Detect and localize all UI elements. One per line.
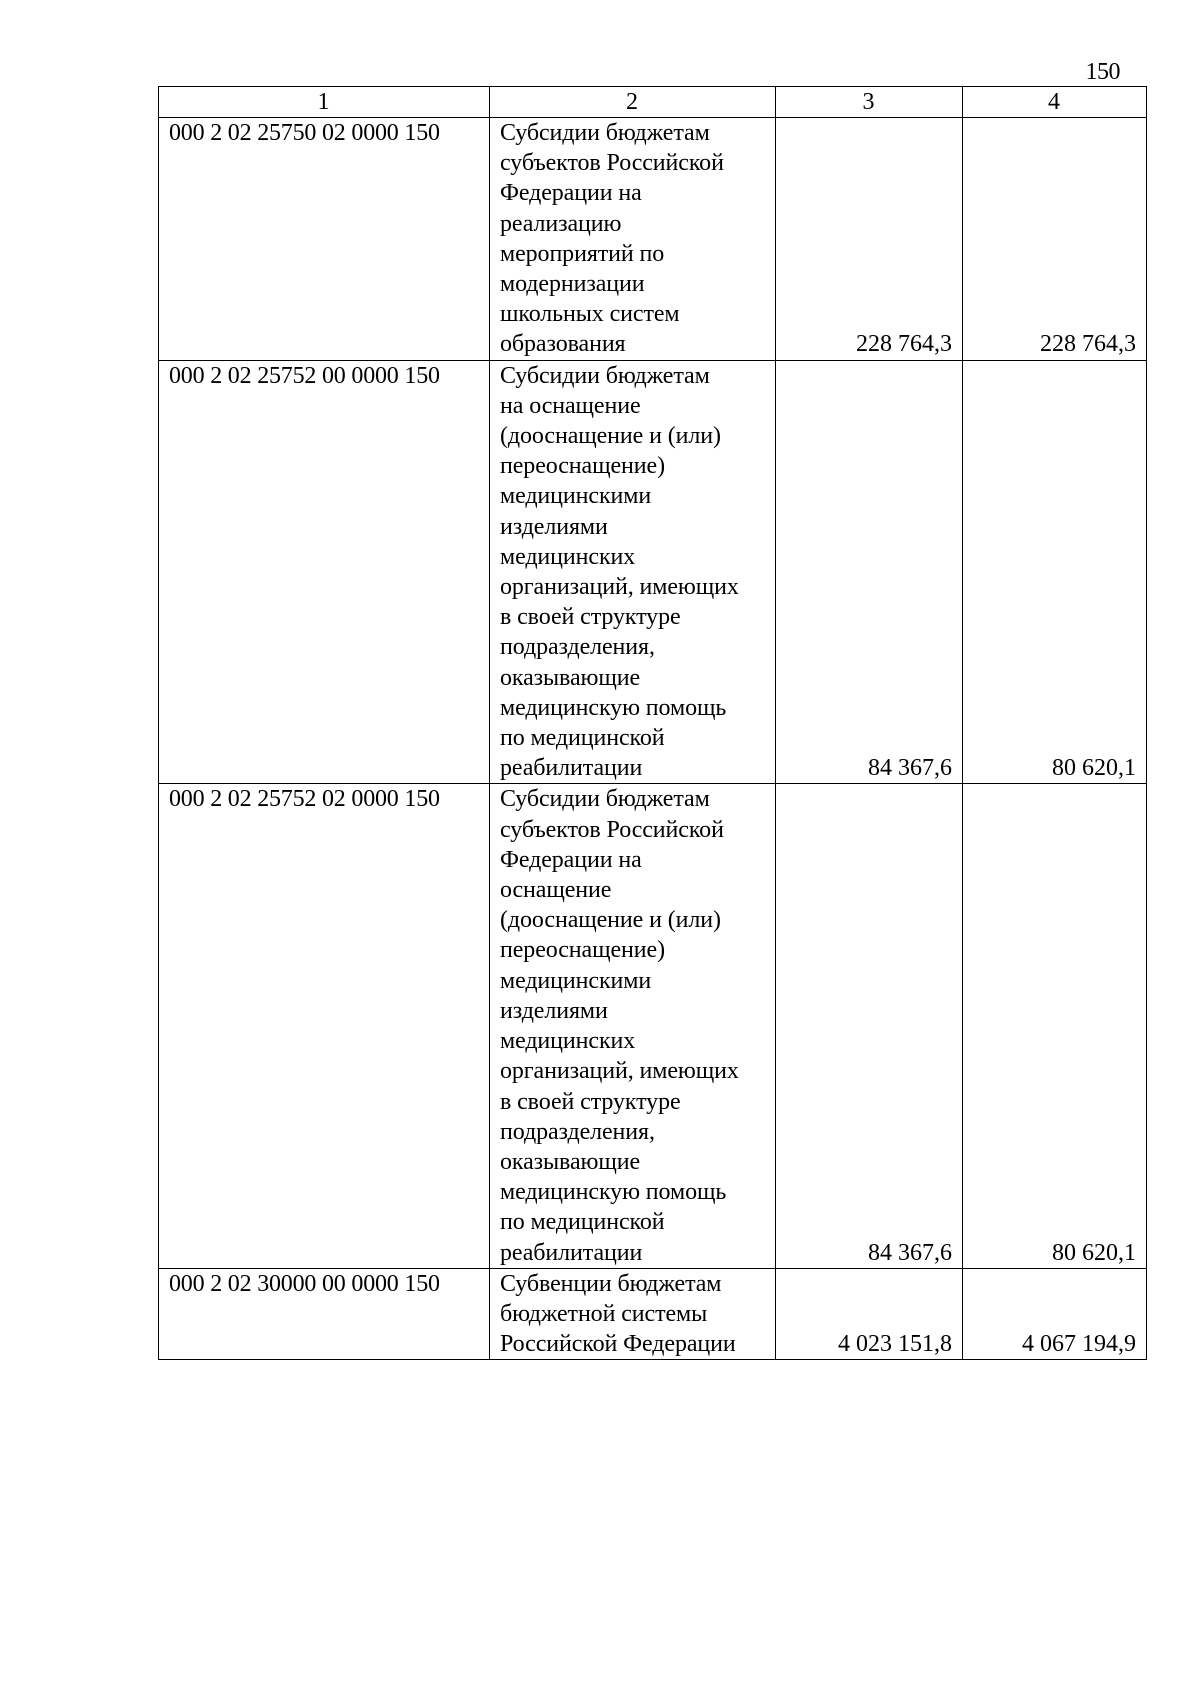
- budget-table: [158, 86, 1147, 1360]
- amount-column-3-cell: 84 367,6: [776, 360, 963, 784]
- amount-column-3-cell: 84 367,6: [776, 784, 963, 1268]
- column-header-4: 4: [963, 87, 1147, 118]
- table-header-row: [159, 87, 1147, 118]
- budget-code-cell: 000 2 02 25752 00 0000 150: [159, 360, 490, 784]
- budget-code-cell: 000 2 02 30000 00 0000 150: [159, 1268, 490, 1360]
- amount-column-4-cell: 4 067 194,9: [963, 1268, 1147, 1360]
- amount-column-3-cell: 4 023 151,8: [776, 1268, 963, 1360]
- column-header-2: 2: [490, 87, 776, 118]
- description-cell: Субсидии бюджетам субъектов Российской Федерации на оснащение (дооснащение и (или) переоснащение) медицинскими изделиями медицинских организаций, имеющих в своей структуре подразделения, оказывающие медицинскую помощь по медицинской реабилитации: [490, 784, 776, 1268]
- table-row: [159, 1268, 1147, 1360]
- column-header-1: 1: [159, 87, 490, 118]
- column-header-3: 3: [776, 87, 963, 118]
- amount-column-4-cell: 80 620,1: [963, 360, 1147, 784]
- description-cell: Субсидии бюджетам субъектов Российской Федерации на реализацию мероприятий по модернизации школьных систем образования: [490, 118, 776, 361]
- amount-column-4-cell: 228 764,3: [963, 118, 1147, 361]
- amount-column-4-cell: 80 620,1: [963, 784, 1147, 1268]
- description-cell: Субсидии бюджетам на оснащение (дооснащение и (или) переоснащение) медицинскими изделиями медицинских организаций, имеющих в своей структуре подразделения, оказывающие медицинскую помощь по медицинской реабилитации: [490, 360, 776, 784]
- table-row: [159, 360, 1147, 784]
- table-row: [159, 118, 1147, 361]
- amount-column-3-cell: 228 764,3: [776, 118, 963, 361]
- budget-code-cell: 000 2 02 25752 02 0000 150: [159, 784, 490, 1268]
- table-row: [159, 784, 1147, 1268]
- description-cell: Субвенции бюджетам бюджетной системы Российской Федерации: [490, 1268, 776, 1360]
- page-number: 150: [1085, 59, 1120, 85]
- budget-code-cell: 000 2 02 25750 02 0000 150: [159, 118, 490, 361]
